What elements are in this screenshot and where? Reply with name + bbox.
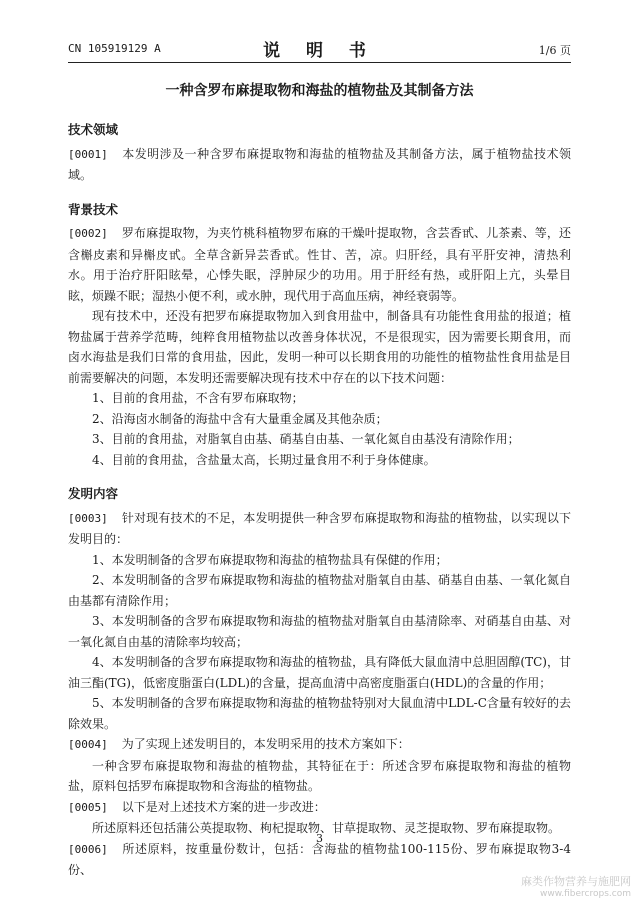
list-item: 4、本发明制备的含罗布麻提取物和海盐的植物盐，具有降低大鼠血清中总胆固醇(TC)，甘油三酯(TG)，低密度脂蛋白(LDL)的含量，提高血清中高密度脂蛋白(HDL)的含量的作用； <box>68 655 571 690</box>
paragraph-text: 本发明涉及一种含罗布麻提取物和海盐的植物盐及其制备方法，属于植物盐技术领域。 <box>68 146 571 182</box>
paragraph-number: [0006] <box>68 842 108 856</box>
patent-number: CN 105919129 A <box>68 42 161 55</box>
paragraph-text: 所述原料，按重量份数计，包括：含海盐的植物盐100-115份、罗布麻提取物3-4份、 <box>68 841 571 877</box>
paragraph-0005 <box>68 797 571 819</box>
list-item: 1、本发明制备的含罗布麻提取物和海盐的植物盐具有保健的作用； <box>92 552 448 567</box>
paragraph-text: 现有技术中，还没有把罗布麻提取物加入到食用盐中，制备具有功能性食用盐的报道；植物盐属于营养学范畴，纯粹食用植物盐以改善身体状况，不是很现实，因为需要长期食用，而卤水海盐是我们日常的食用盐，因此，发明一种可以长期食用的功能性的植物盐性食用盐是目前需要解决的问题，本发明还需要解决现有技术中存在的以下技术问题： <box>68 309 571 385</box>
document-title: 一种含罗布麻提取物和海盐的植物盐及其制备方法 <box>165 83 474 99</box>
paragraph-text: 为了实现上述发明目的，本发明采用的技术方案如下： <box>121 737 410 751</box>
section-heading-background: 背景技术 <box>68 201 119 217</box>
paragraph-number: [0005] <box>68 800 108 814</box>
section-heading-field: 技术领域 <box>68 122 119 137</box>
paragraph-0004 <box>68 734 571 756</box>
document-type: 说 明 书 <box>263 41 376 61</box>
list-item: 2、沿海卤水制备的海盐中含有大量重金属及其他杂质； <box>92 411 388 426</box>
paragraph-0003 <box>68 508 571 550</box>
section-heading-invention: 发明内容 <box>68 486 119 501</box>
list-item: 4、目前的食用盐，含盐量太高，长期过量食用不利于身体健康。 <box>92 452 436 467</box>
page-header <box>68 38 571 62</box>
page-count: 1/6 页 <box>538 44 571 57</box>
watermark-text: 麻类作物营养与施肥网 <box>521 875 631 888</box>
paragraph-number: [0004] <box>68 738 108 751</box>
list-item: 3、本发明制备的含罗布麻提取物和海盐的植物盐对脂氧自由基清除率、对硝基自由基、对一氧化氮自由基的清除率均较高； <box>68 614 571 649</box>
header-divider <box>68 62 571 63</box>
list-item: 1、目前的食用盐，不含有罗布麻取物； <box>92 391 304 405</box>
paragraph-text: 罗布麻提取物，为夹竹桃科植物罗布麻的干燥叶提取物，含芸香甙、儿茶素、等，还含槲皮素和异槲皮甙。全草含新异芸香甙。性甘、苦，凉。归肝经，具有平肝安神，清热利水。用于治疗肝阳眩晕，心悸失眠，浮肿尿少的功用。用于肝经有热，或肝阳上亢，头晕目眩，烦躁不眠；湿热小便不利，或水肿，现代用于高血压病，神经衰弱等。 <box>68 226 571 303</box>
document-body <box>68 120 571 881</box>
paragraph-text: 一种含罗布麻提取物和海盐的植物盐，其特征在于：所述含罗布麻提取物和海盐的植物盐，原料包括罗布麻提取物和含海盐的植物盐。 <box>68 758 571 793</box>
list-item: 5、本发明制备的含罗布麻提取物和海盐的植物盐特别对大鼠血清中LDL-C含量有较好的去除效果。 <box>68 696 571 731</box>
paragraph-0002 <box>68 223 571 306</box>
list-item: 3、目前的食用盐，对脂氧自由基、硝基自由基、一氧化氮自由基没有清除作用； <box>92 432 520 446</box>
paragraph-text: 所述原料还包括蒲公英提取物、枸杞提取物、甘草提取物、灵芝提取物、罗布麻提取物。 <box>92 821 561 835</box>
paragraph-number: [0001] <box>68 147 108 161</box>
paragraph-number: [0002] <box>68 227 108 240</box>
paragraph-0001 <box>68 144 571 186</box>
watermark <box>521 873 631 899</box>
paragraph-text: 针对现有技术的不足，本发明提供一种含罗布麻提取物和海盐的植物盐，以实现以下发明目的： <box>68 510 571 546</box>
watermark-url: www.fibercrops.com <box>540 889 631 899</box>
page-number: 3 <box>316 832 323 845</box>
list-item: 2、本发明制备的含罗布麻提取物和海盐的植物盐对脂氧自由基、硝基自由基、一氧化氮自由基都有清除作用； <box>68 573 571 608</box>
paragraph-number: [0003] <box>68 511 108 525</box>
paragraph-text: 以下是对上述技术方案的进一步改进： <box>121 799 326 814</box>
